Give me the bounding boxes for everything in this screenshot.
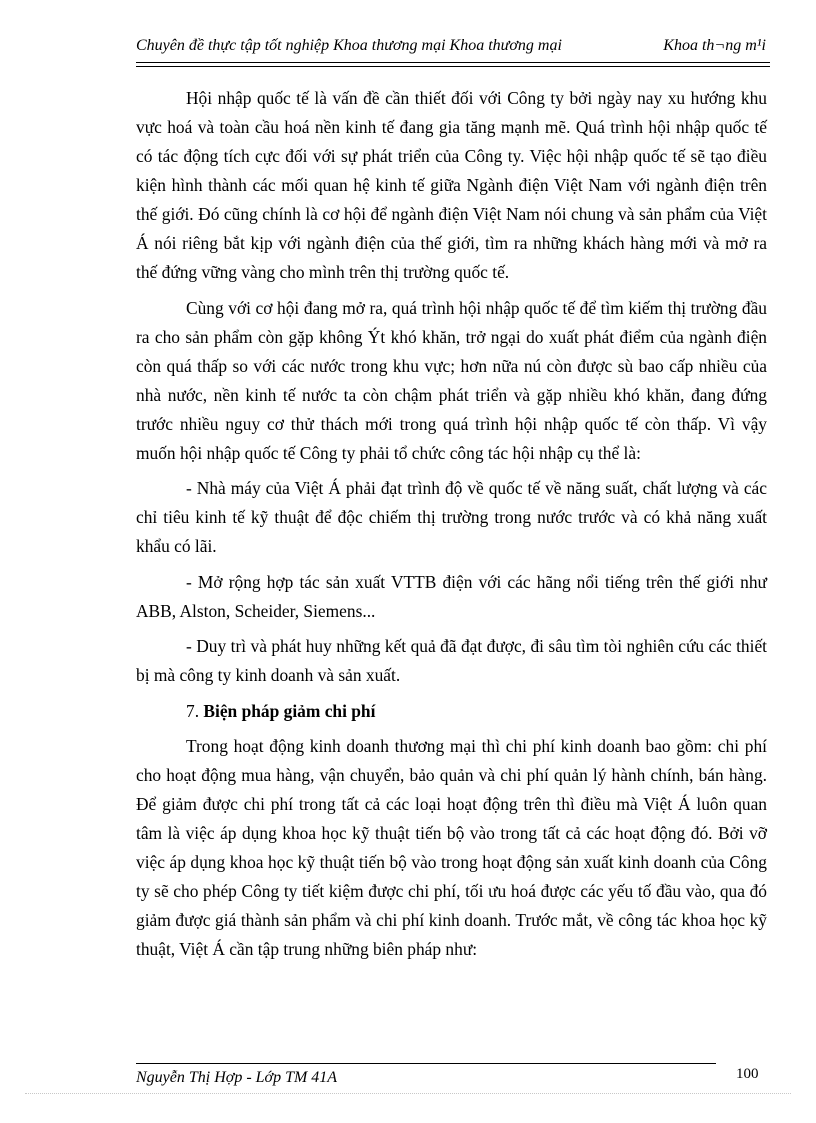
page-header bbox=[136, 36, 770, 56]
paragraph: Cùng với cơ hội đang mở ra, quá trình hội nhập quốc tế để tìm kiếm thị trường đầu ra cho sản phẩm còn gặp không Ýt khó khăn, trở ngại do xuất phát điểm của ngành điện còn quá thấp so với các nước trong khu vực; hơn nữa nú còn được sù bao cấp nhiều của nhà nước, nền kinh tế nước ta còn chậm phát triển và gặp nhiều khó khăn, đang đứng trước nhiều nguy cơ thử thách mới trong quá trình hội nhập quốc tế còn thấp. Vì vậy muốn hội nhập quốc tế Công ty phải tổ chức công tác hội nhập cụ thể là: bbox=[136, 297, 767, 463]
paragraph: Hội nhập quốc tế là vấn đề cần thiết đối với Công ty bởi ngày nay xu hướng khu vực hoá và toàn cầu hoá nền kinh tế đang gia tăng mạnh mẽ. Quá trình hội nhập quốc tế có tác động tích cực đối với sự phát triển của Công ty. Việc hội nhập quốc tế sẽ tạo điều kiện hình thành các mối quan hệ kinh tế giữa Ngành điện Việt Nam với ngành điện trên thế giới. Đó cũng chính là cơ hội để ngành điện Việt Nam nói chung và sản phẩm của Việt Á nói riêng bắt kịp với ngành điện của thế giới, tìm ra những khách hàng mới và mở ra thế đứng vững vàng cho mình trên thị trường quốc tế. bbox=[136, 88, 767, 282]
bullet-paragraph: - Duy trì và phát huy những kết quả đã đạt được, đi sâu tìm tòi nghiên cứu các thiết bị mà công ty kinh doanh và sản xuất. bbox=[136, 636, 767, 685]
body-text bbox=[136, 84, 767, 971]
page-bottom-border bbox=[25, 1093, 791, 1094]
header-left-text: Chuyên đề thực tập tốt nghiệp Khoa thương mại Khoa thương mại bbox=[136, 37, 562, 54]
header-rule-bottom bbox=[136, 66, 770, 67]
paragraph: Trong hoạt động kinh doanh thương mại thì chi phí kinh doanh bao gồm: chi phí cho hoạt động mua hàng, vận chuyển, bảo quản và chi phí quản lý hành chính, bán hàng. Để giảm được chi phí trong tất cả các loại hoạt động trên thì điều mà Việt Á luôn quan tâm là việc áp dụng khoa học kỹ thuật tiến bộ vào trong tất cả các hoạt động đó. Bởi vỡ việc áp dụng khoa học kỹ thuật tiến bộ vào trong hoạt động sản xuất kinh doanh của Công ty sẽ cho phép Công ty tiết kiệm được chi phí, tối ưu hoá được các yếu tố đầu vào, qua đó giảm được giá thành sản phẩm và chi phí kinh doanh. Trước mắt, về công tác khoa học kỹ thuật, Việt Á cần tập trung những biên pháp như: bbox=[136, 736, 767, 959]
page-number: 100 bbox=[736, 1066, 759, 1082]
bullet-paragraph: - Mở rộng hợp tác sản xuất VTTB điện với các hãng nổi tiếng trên thế giới như ABB, Alston, Scheider, Siemens... bbox=[136, 571, 767, 621]
footer-author: Nguyễn Thị Hợp - Lớp TM 41A bbox=[136, 1069, 338, 1086]
section-heading bbox=[136, 697, 767, 726]
header-rule-top bbox=[136, 62, 770, 63]
section-number: 7. bbox=[186, 700, 200, 721]
bullet-paragraph: - Nhà máy của Việt Á phải đạt trình độ về quốc tế về năng suất, chất lượng và các chỉ tiêu kinh tế kỹ thuật để độc chiếm thị trường trong nước trước và có khả năng xuất khẩu có lãi. bbox=[136, 478, 767, 556]
section-title: Biện pháp giảm chi phí bbox=[203, 700, 376, 721]
footer-rule bbox=[136, 1063, 716, 1064]
header-right-text: Khoa th¬ng m¹i bbox=[663, 37, 766, 54]
